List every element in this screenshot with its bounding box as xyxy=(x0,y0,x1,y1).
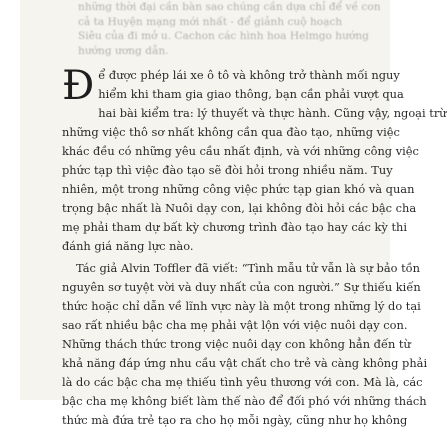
text-line: những việc thô sơ nhất không cần qua đào tạo, những việc xyxy=(62,125,400,139)
text-line: sao rất nhiều bậc cha mẹ phải vật lộn với việc nuôi dạy con. xyxy=(62,318,408,332)
text-line: thức mà đứa trẻ tạo ra cho họ mỗi ngày, cũng như họ không xyxy=(62,413,408,427)
text-line: nguyên sơ tuyệt vời và duy nhất của con người.” Sự thiếu kiến xyxy=(62,280,421,294)
text-line: hiểm khi tham gia giao thông, bạn cần phải vượt qua xyxy=(98,87,404,101)
text-line: bậc cha mẹ không biết làm thế nào để đối phó với những thách xyxy=(62,394,427,408)
bleed-line: Siêu của đi mở u. Cachon các hình hoa Helmgo hướng xyxy=(78,30,369,43)
bleed-through-text xyxy=(78,0,390,66)
text-line: là do các bậc cha mẹ thiếu tình yêu thương với con. Mà là, các xyxy=(62,375,423,389)
text-line: Những thách thức trong việc nuôi dạy con không hẳn đến từ xyxy=(62,337,411,351)
text-line: thức hoặc chỉ dẫn về lĩnh vực này là một trong những lý do tại xyxy=(62,299,421,313)
text-line: khả năng đáp ứng nhu cầu vật chất cho trẻ và càng không phải xyxy=(62,356,428,370)
text-line: khác đều có những yêu cầu nhất định, và với những công việc xyxy=(62,144,419,158)
text-line: Tác giả Alvin Toffler đã viết: “Tình mẫu tử vẫn là sự bảo tồn xyxy=(76,261,420,275)
drop-cap: Đ xyxy=(62,63,95,109)
paragraph-1 xyxy=(62,63,447,256)
text-line: mẹ phải tham dự bất kỳ chương trình đào tạo hay các kỳ thi xyxy=(62,220,408,234)
text-line: trọng bậc nhất là Nuôi dạy con, lại không đòi hỏi các bậc cha xyxy=(62,201,417,215)
bleed-line: những thời đại cần bàn sao chúng cần dựa chỉ để về con xyxy=(78,1,381,13)
text-line: phức tạp thì việc đào tạo sẽ đòi hỏi trong nhiều năm. Tuy xyxy=(62,163,393,177)
page-body xyxy=(62,63,447,430)
text-line: ể được phép lái xe ô tô và không trở thành mối nguy xyxy=(98,68,400,82)
text-line: hai bài kiểm tra: lý thuyết và thực hành. Cũng vậy, ngoại trừ xyxy=(98,106,447,120)
text-line: nhiên, một trong những công việc phức tạp gian khó và quan xyxy=(62,182,415,196)
bleed-line: hướng ương dẫn. xyxy=(78,44,169,57)
book-page xyxy=(20,0,447,427)
paragraph-2 xyxy=(62,259,428,430)
text-line: đánh giá năng lực nào. xyxy=(62,239,194,253)
bleed-line: cả ta Huyện mạng mới nhất - để giảnh cuộ hoạch xyxy=(78,15,343,28)
